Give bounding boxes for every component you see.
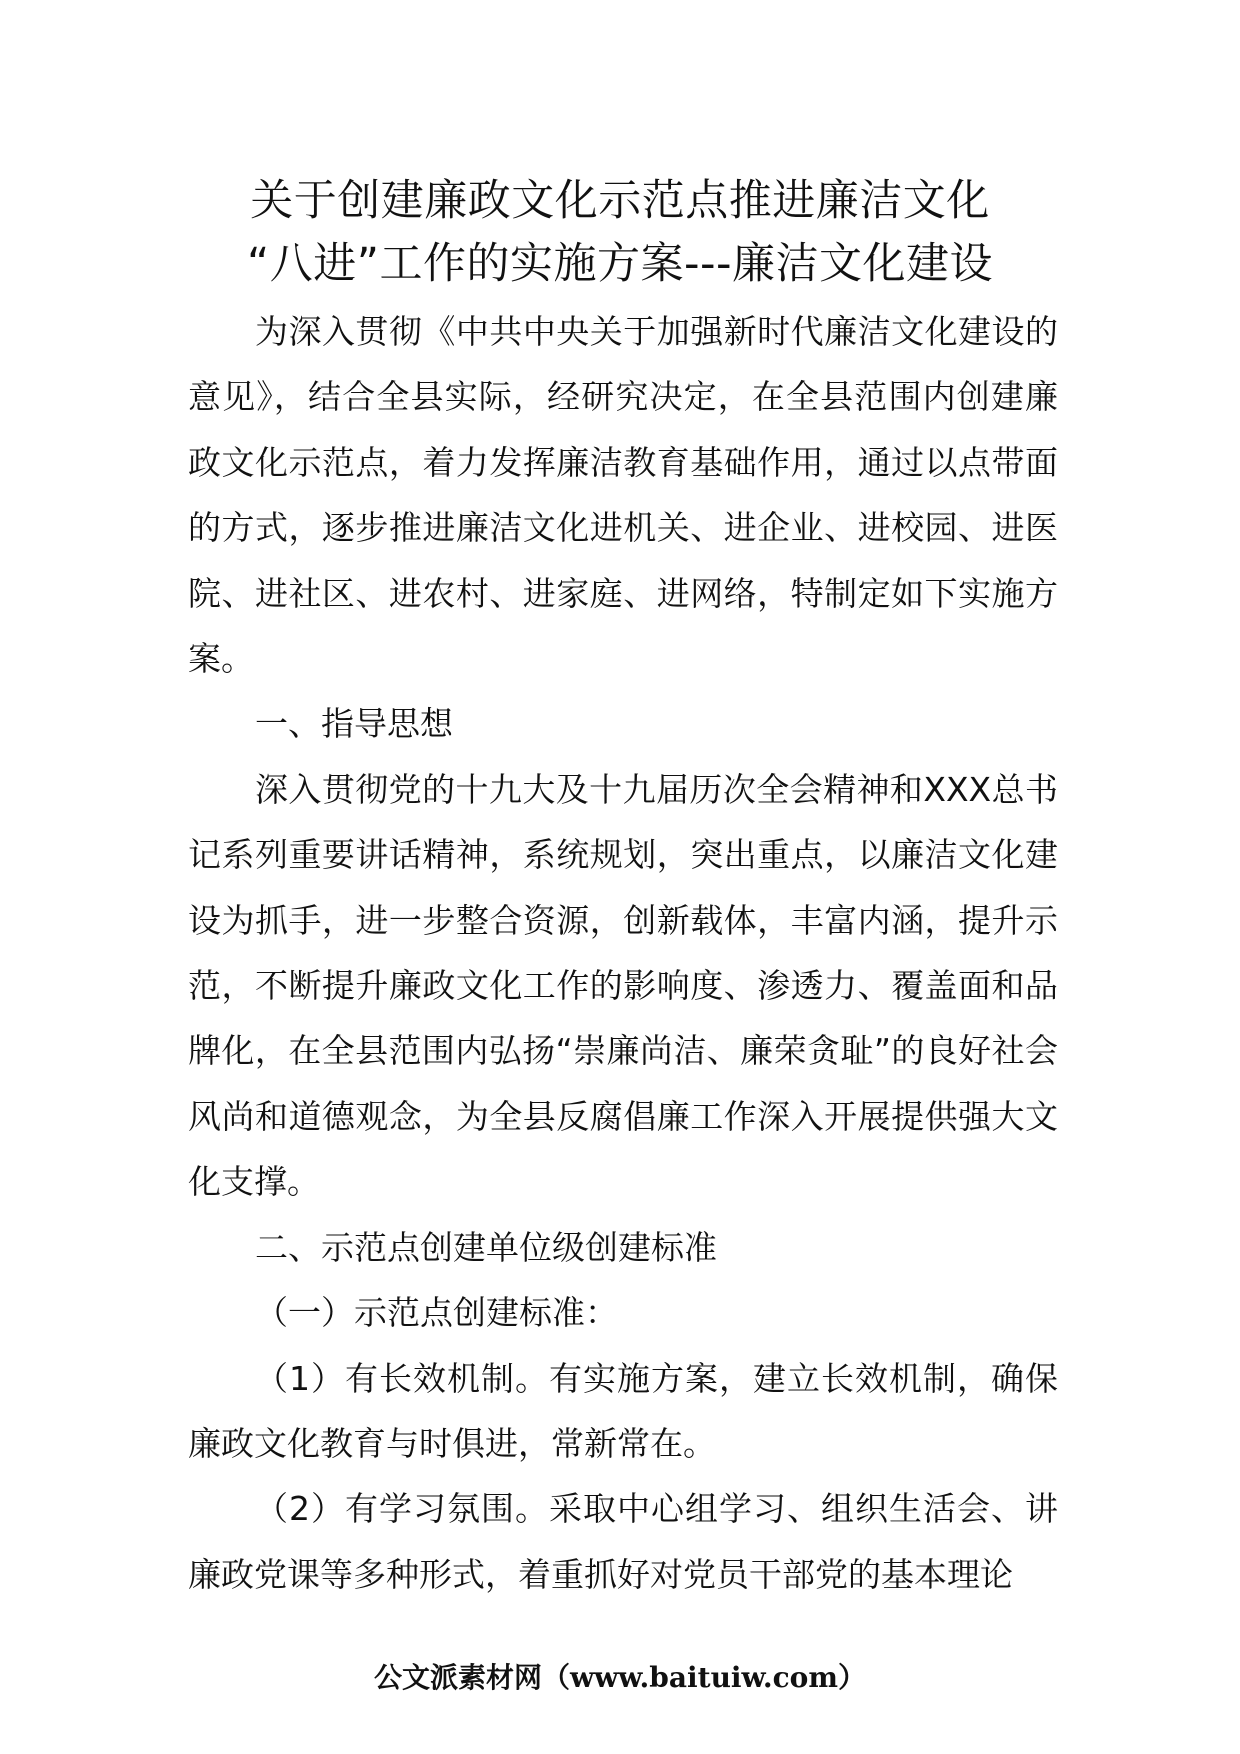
document-title-line-2: “八进”工作的实施方案---廉洁文化建设 [246, 239, 994, 289]
section-heading-standards: 二、示范点创建单位级创建标准 [255, 1227, 717, 1267]
document-body [188, 299, 1058, 1607]
intro-paragraph: 为深入贯彻《中共中央关于加强新时代廉洁文化建设的意见》，结合全县实际，经研究决定，在全县范围内创建廉政文化示范点，着力发挥廉洁教育基础作用，通过以点带面的方式，逐步推进廉洁文化进机关、进企业、进校园、进医院、进社区、进农村、进家庭、进网络，特制定如下实施方案。 [188, 312, 1058, 679]
subsection-heading-standards: （一）示范点创建标准： [255, 1293, 618, 1333]
section-heading-guiding-ideology: 一、指导思想 [255, 704, 453, 744]
watermark-footer: 公文派素材网（www.baituiw.com） [374, 1661, 866, 1694]
standard-item-2: （2）有学习氛围。采取中心组学习、组织生活会、讲廉政党课等多种形式，着重抓好对党员干部党的基本理论 [188, 1489, 1058, 1594]
guiding-ideology-paragraph: 深入贯彻党的十九大及十九届历次全会精神和XXX总书记系列重要讲话精神，系统规划，突出重点，以廉洁文化建设为抓手，进一步整合资源，创新载体，丰富内涵，提升示范，不断提升廉政文化工作的影响度、渗透力、覆盖面和品牌化，在全县范围内弘扬“崇廉尚洁、廉荣贪耻”的良好社会风尚和道德观念，为全县反腐倡廉工作深入开展提供强大文化支撑。 [188, 769, 1058, 1202]
standard-item-1: （1）有长效机制。有实施方案，建立长效机制，确保廉政文化教育与时俱进，常新常在。 [188, 1358, 1058, 1463]
document-title-line-1: 关于创建廉政文化示范点推进廉洁文化 [250, 176, 990, 226]
